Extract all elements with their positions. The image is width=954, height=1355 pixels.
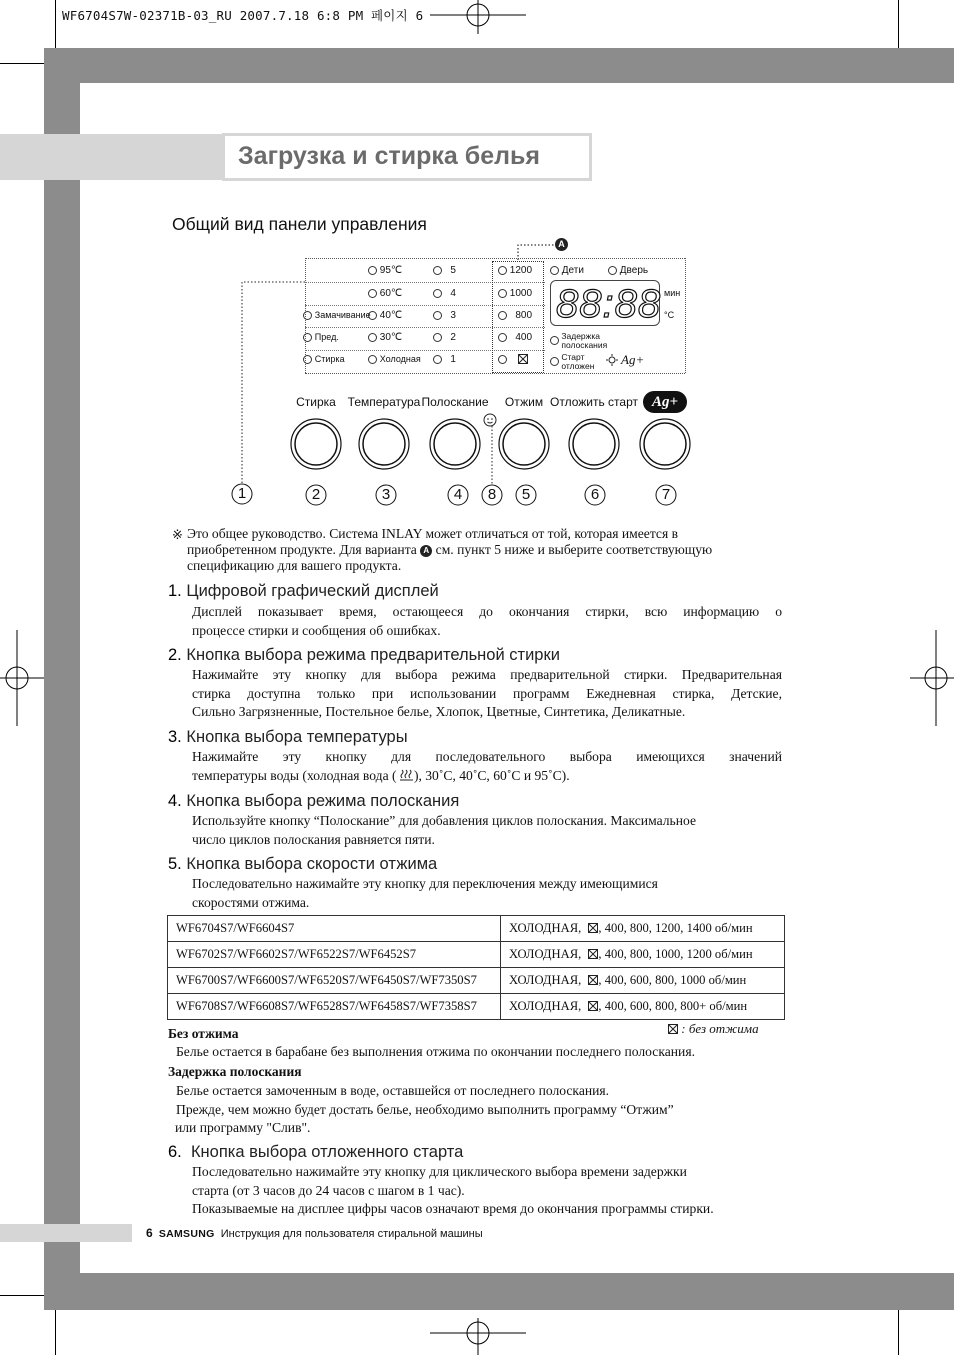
control-panel-diagram <box>230 236 700 516</box>
spin-option: 1200 <box>498 265 532 276</box>
knob-label-temperature: Температура <box>347 395 421 409</box>
section-6-text: Последовательно нажимайте эту кнопку для циклического выбора времени задержки старта (от 3 часов до 24 часов с шагом в 1 час). Показываемые на дисплее цифры часов означают время до окончания программы стирки. <box>192 1164 714 1217</box>
rinse-option: 1 <box>433 354 456 365</box>
callout-8: 8 <box>487 486 497 503</box>
no-spin-title: Без отжима <box>168 1026 239 1041</box>
page-number: 6 <box>146 1226 153 1240</box>
footer <box>146 1226 483 1240</box>
no-spin-text: Белье остается в барабане без выполнения отжима по окончании последнего полоскания. <box>176 1044 695 1059</box>
table-cell-models: WF6702S7/WF6602S7/WF6522S7/WF6452S7 <box>168 942 501 968</box>
section-1-title: 1. Цифровой графический дисплей <box>168 582 439 600</box>
table-row <box>168 916 785 942</box>
marker-a: A <box>555 238 568 251</box>
registration-mark-left <box>0 630 44 726</box>
temp-option: 95℃ <box>368 265 402 276</box>
display-unit-min: мин <box>664 288 681 298</box>
knob-label-delay-start: Отложить старт <box>550 395 638 409</box>
crop-mark-top-right-v <box>898 0 899 48</box>
no-spin-icon <box>668 1024 678 1034</box>
footer-band-light <box>0 1224 132 1242</box>
no-spin-icon <box>588 923 598 933</box>
delay-start-indicator: Старт отложен <box>550 353 594 371</box>
rinse-option: 4 <box>433 288 456 299</box>
note-mark: ※ <box>172 527 183 542</box>
crop-mark-bottom-left-v <box>55 1310 56 1355</box>
brand-logo: SAMSUNG <box>158 1228 215 1240</box>
section-2-title: 2. Кнопка выбора режима предварительной стирки <box>168 646 560 664</box>
rinse-option: 2 <box>433 332 456 343</box>
subtitle: Общий вид панели управления <box>172 214 427 234</box>
callout-2: 2 <box>311 486 321 503</box>
note-text: Это общее руководство. Система INLAY может отличаться от той, которая имеется в приобретенном продукте. Для варианта A см. пункт 5 ниже и выберите соответствующую спецификацию для вашего продукта. <box>187 526 713 573</box>
section-5-text: Последовательно нажимайте эту кнопку для переключения между имеющимися скоростями отжима. <box>192 876 658 910</box>
table-cell-speeds: ХОЛОДНАЯ, , 400, 600, 800, 1000 об/мин <box>501 968 785 994</box>
crop-mark-bottom-left-h <box>0 1295 44 1296</box>
left-option-soak: Замачивание <box>303 310 371 321</box>
crop-mark-bottom-right-v <box>898 1310 899 1355</box>
table-cell-speeds: ХОЛОДНАЯ, , 400, 600, 800, 800+ об/мин <box>501 994 785 1020</box>
crop-mark-top-left-v <box>55 0 56 48</box>
section-5-title: 5. Кнопка выбора скорости отжима <box>168 855 438 873</box>
display-digits: 88:88 <box>556 282 662 326</box>
temp-option: 30℃ <box>368 332 402 343</box>
rinse-option: 5 <box>433 265 456 276</box>
table-row <box>168 942 785 968</box>
section-3-title: 3. Кнопка выбора температуры <box>168 728 408 746</box>
page-title: Загрузка и стирка белья <box>238 142 540 170</box>
table-cell-speeds: ХОЛОДНАЯ, , 400, 800, 1000, 1200 об/мин <box>501 942 785 968</box>
knob-label-spin: Отжим <box>504 395 544 409</box>
knobs-and-callouts <box>230 236 700 516</box>
rinse-option: 3 <box>433 310 456 321</box>
callout-4: 4 <box>453 486 463 503</box>
table-cell-models: WF6708S7/WF6608S7/WF6528S7/WF6458S7/WF7358S7 <box>168 994 501 1020</box>
table-row <box>168 994 785 1020</box>
spin-option: 800 <box>498 310 532 321</box>
ag-indicator-label: Ag+ <box>621 352 645 367</box>
section-3-text: Нажимайте эту кнопку для последовательного выбора имеющихся значений температуры воды (холодная вода ( ), 30˚С, 40˚С, 60˚С и 95˚С). <box>192 749 782 783</box>
callout-1: 1 <box>237 485 247 502</box>
left-option-wash: Стирка <box>303 354 345 365</box>
temp-option: Холодная <box>368 354 421 365</box>
knob-label-wash: Стирка <box>296 395 336 409</box>
section-4-text: Используйте кнопку “Полоскание” для добавления циклов полоскания. Максимальное число циклов полоскания равняется пяти. <box>192 813 696 847</box>
cold-water-icon <box>400 769 414 781</box>
knob-label-rinse: Полоскание <box>421 395 489 409</box>
frame-bottom-band <box>44 1273 954 1310</box>
footer-text: Инструкция для пользователя стиральной машины <box>220 1228 483 1240</box>
left-option-prewash: Пред. <box>303 332 339 343</box>
rinse-hold-indicator: Задержка полоскания <box>550 332 607 350</box>
temp-option: 60℃ <box>368 288 402 299</box>
frame-top-band <box>44 48 954 83</box>
display-unit-c: °С <box>664 310 675 320</box>
table-cell-speeds: ХОЛОДНАЯ, , 400, 800, 1200, 1400 об/мин <box>501 916 785 942</box>
child-lock-indicator: Дети <box>550 265 584 276</box>
section-4-title: 4. Кнопка выбора режима полоскания <box>168 792 460 810</box>
section-6-title: 6. Кнопка выбора отложенного старта <box>168 1143 464 1161</box>
ag-button-label: Ag+ <box>651 394 679 410</box>
rinse-hold-title: Задержка полоскания <box>168 1064 302 1079</box>
registration-mark-top <box>430 0 526 36</box>
temp-option: 40℃ <box>368 310 402 321</box>
spin-option: 1000 <box>498 288 532 299</box>
marker-a-inline: A <box>420 545 432 557</box>
section-2-text: Нажимайте эту кнопку для выбора режима предварительной стирки. Предварительная стирка доступна только при использовании программ Ежедневная стирка, Детские, Сильно Загрязненные, Постельное белье, Хлопок, Цветные, Синтетика, Деликатные. <box>192 667 782 720</box>
callout-3: 3 <box>381 486 391 503</box>
no-spin-legend: : без отжима <box>668 1021 759 1037</box>
print-header: WF6704S7W-02371B-03_RU 2007.7.18 6:8 PM 페이지 6 <box>62 8 424 23</box>
no-spin-icon <box>588 1001 598 1011</box>
page-title-box <box>222 133 592 181</box>
callout-5: 5 <box>521 486 531 503</box>
rinse-hold-text: Белье остается замоченным в воде, оставшейся от последнего полоскания. Прежде, чем можно будет достать белье, необходимо выполнить программу “Отжим” или программу "Слив". <box>175 1083 674 1136</box>
registration-mark-right <box>910 630 954 726</box>
section-1-text: Дисплей показывает время, остающееся до окончания стирки, всю информацию о процессе стирки и сообщения об ошибках. <box>192 604 782 638</box>
no-spin-icon <box>588 975 598 985</box>
spin-option: 400 <box>498 332 532 343</box>
spin-speed-table <box>167 915 785 1020</box>
callout-7: 7 <box>661 486 671 503</box>
knob <box>291 419 690 469</box>
table-row <box>168 968 785 994</box>
frame-left-band <box>44 48 80 1310</box>
registration-mark-bottom <box>430 1318 526 1355</box>
table-cell-models: WF6704S7/WF6604S7 <box>168 916 501 942</box>
no-spin-icon <box>588 949 598 959</box>
crop-mark-left-h <box>0 63 44 64</box>
callout-6: 6 <box>590 486 600 503</box>
table-cell-models: WF6700S7/WF6600S7/WF6520S7/WF6450S7/WF7350S7 <box>168 968 501 994</box>
door-indicator: Дверь <box>608 265 648 276</box>
title-band-light <box>0 134 225 180</box>
